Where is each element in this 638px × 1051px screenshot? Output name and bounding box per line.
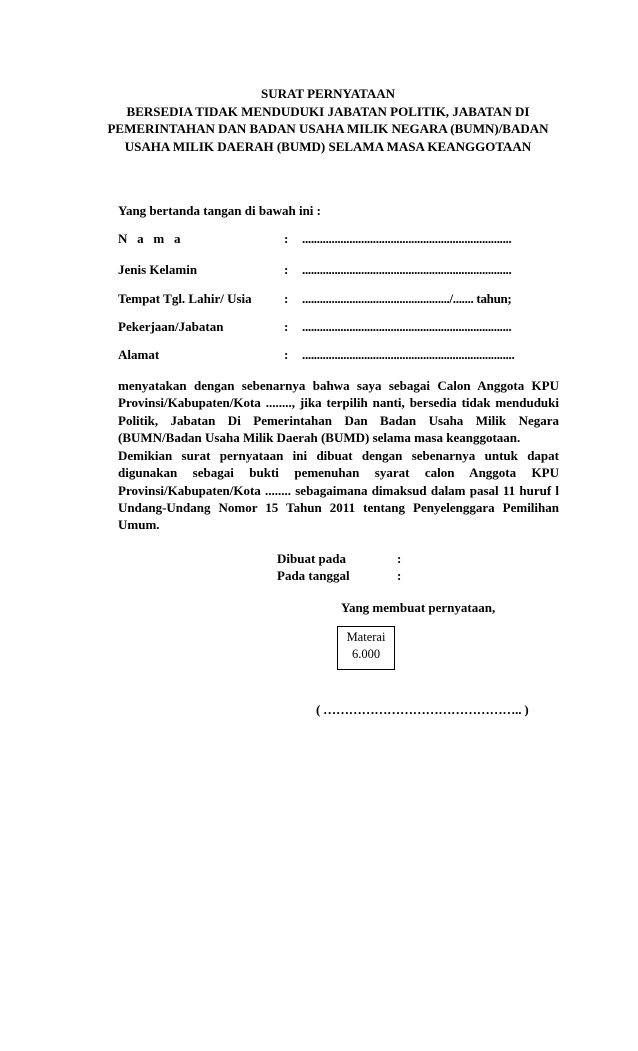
stamp-label: Materai: [346, 630, 386, 644]
intro-text: Yang bertanda tangan di bawah ini :: [118, 203, 321, 218]
field-nama: [118, 230, 568, 248]
field-value: .......................................................................: [302, 262, 512, 277]
field-value: .......................................................................: [302, 231, 512, 246]
field-label: Alamat: [118, 347, 160, 362]
statement-paragraph: menyatakan dengan sebenarnya bahwa saya sebagai Calon Anggota KPU Provinsi/Kabupaten/Kota ........, jika terpilih nanti, bersedia tidak menduduki Politik, Jabatan Di Pemerintahan Dan Badan Usaha Milik Negara (BUMN/Badan Usaha Milik Daerah (BUMD) selama masa keanggotaan.: [118, 378, 559, 445]
field-label: Jenis Kelamin: [118, 262, 198, 277]
signer-caption: Yang membuat pernyataan,: [341, 600, 496, 615]
title-line-4: USAHA MILIK DAERAH (BUMD) SELAMA MASA KEANGGOTAAN: [124, 138, 532, 154]
field-value: ................................................../....... tahun;: [302, 291, 512, 306]
closing-paragraph: Demikian surat pernyataan ini dibuat dengan sebenarnya untuk dapat digunakan sebagai bukti pemenuhan syarat calon Anggota KPU Provinsi/Kabupaten/Kota ........ sebagaimana dimaksud dalam pasal 11 huruf l Undang-Undang Nomor 15 Tahun 2011 tentang Penyelenggara Pemilihan Umum.: [118, 448, 559, 533]
title-line-2: BERSEDIA TIDAK MENDUDUKI JABATAN POLITIK, JABATAN DI: [126, 103, 530, 119]
field-pekerjaan: [118, 318, 568, 336]
title-line-3: PEMERINTAHAN DAN BADAN USAHA MILIK NEGARA (BUMN)/BADAN: [107, 121, 549, 136]
place-line: [277, 551, 402, 567]
date-label: Pada tanggal: [277, 568, 350, 583]
field-colon: :: [284, 262, 289, 277]
date-line: [277, 568, 402, 584]
field-label: Tempat Tgl. Lahir/ Usia: [118, 291, 252, 306]
field-colon: :: [284, 231, 289, 246]
place-label: Dibuat pada: [277, 551, 346, 566]
stamp-value: 6.000: [351, 647, 381, 661]
field-colon: :: [284, 291, 289, 306]
field-label: Pekerjaan/Jabatan: [118, 319, 224, 334]
field-jenis-kelamin: [118, 261, 568, 279]
field-colon: :: [284, 347, 289, 362]
field-value: .......................................................................: [302, 319, 512, 334]
field-label: N a m a: [118, 231, 181, 246]
field-alamat: [118, 346, 568, 364]
field-tempat-tgl-lahir: [118, 290, 568, 308]
stamp-box: [337, 626, 395, 670]
title-line-1: SURAT PERNYATAAN: [261, 86, 395, 101]
place-colon: :: [397, 551, 402, 566]
field-colon: :: [284, 319, 289, 334]
signature-line: ( ……………………………………….. ): [316, 702, 529, 717]
field-value: ........................................................................: [302, 347, 515, 362]
date-colon: :: [397, 568, 402, 583]
document-title: [100, 85, 556, 155]
